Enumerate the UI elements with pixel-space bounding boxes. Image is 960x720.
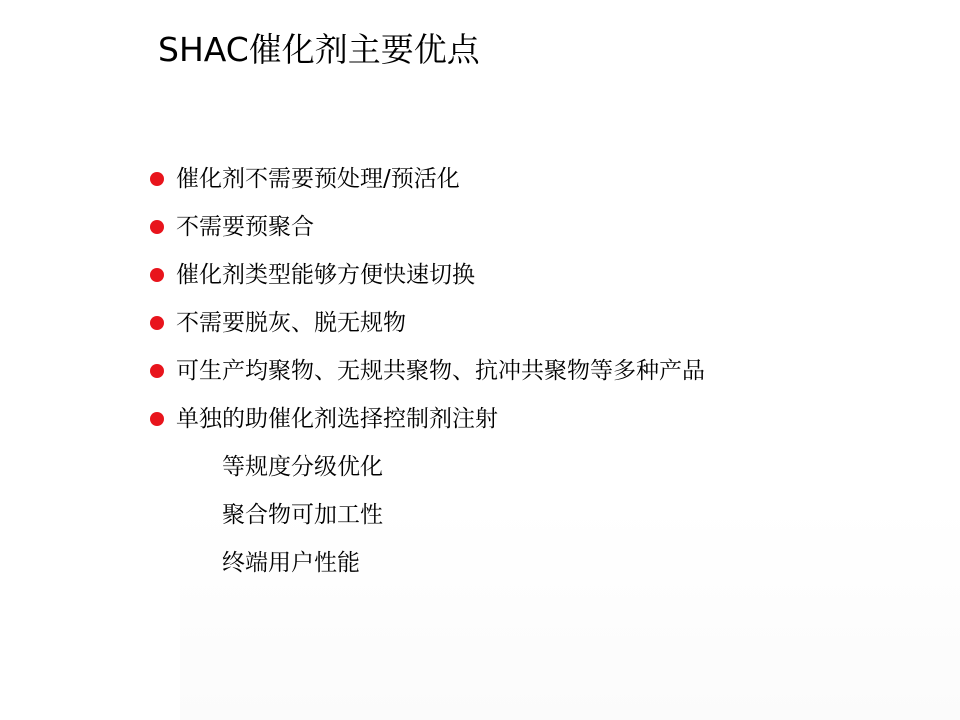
sub-item: 聚合物可加工性 xyxy=(222,502,383,528)
bullet-list xyxy=(150,155,705,443)
bullet-text: 可生产均聚物、无规共聚物、抗冲共聚物等多种产品 xyxy=(176,358,705,384)
bullet-item xyxy=(150,155,705,203)
bullet-item xyxy=(150,251,705,299)
bullet-dot-icon xyxy=(150,172,164,186)
bullet-dot-icon xyxy=(150,412,164,426)
bullet-item xyxy=(150,347,705,395)
bullet-text: 催化剂不需要预处理/预活化 xyxy=(176,166,460,192)
bullet-text: 不需要脱灰、脱无规物 xyxy=(176,310,406,336)
bullet-text: 单独的助催化剂选择控制剂注射 xyxy=(176,406,498,432)
bullet-dot-icon xyxy=(150,220,164,234)
bullet-dot-icon xyxy=(150,364,164,378)
bullet-dot-icon xyxy=(150,268,164,282)
sub-item: 终端用户性能 xyxy=(222,550,360,576)
sub-item-list xyxy=(222,443,383,587)
bullet-dot-icon xyxy=(150,316,164,330)
bullet-item xyxy=(150,395,705,443)
bullet-item xyxy=(150,203,705,251)
sub-item: 等规度分级优化 xyxy=(222,454,383,480)
bullet-text: 催化剂类型能够方便快速切换 xyxy=(176,262,475,288)
slide-title: SHAC催化剂主要优点 xyxy=(158,30,480,69)
bullet-item xyxy=(150,299,705,347)
bullet-text: 不需要预聚合 xyxy=(176,214,314,240)
